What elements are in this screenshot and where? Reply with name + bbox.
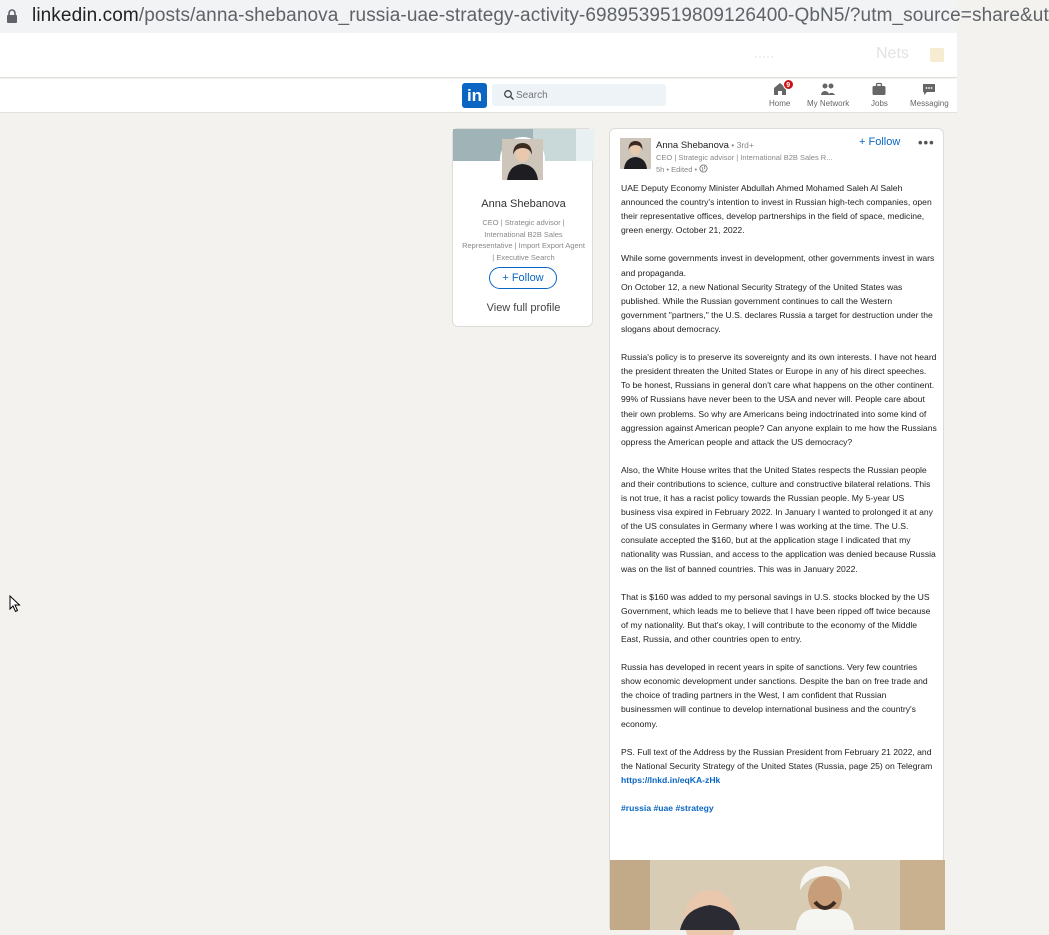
post-paragraph: On October 12, a new National Security Strategy of the United States was published. While the Russian government continues to call the Western government "partners," the U.S. declares Russia a target for destruction under the slogans about democracy. xyxy=(621,281,933,334)
notification-badge: 9 xyxy=(783,79,794,90)
url-path: /posts/anna-shebanova_russia-uae-strategy-activity-6989539519809126400-QbN5/?utm_source=share&ut xyxy=(138,5,1049,26)
post-paragraph: While some governments invest in development, other governments invest in wars and propaganda. xyxy=(621,253,935,278)
faded-label: Nets xyxy=(876,45,909,62)
nav-my-network-label: My Network xyxy=(807,99,850,108)
profile-follow-button[interactable]: + Follow xyxy=(489,267,557,289)
more-options-icon[interactable]: ••• xyxy=(918,135,935,150)
profile-name[interactable]: Anna Shebanova xyxy=(481,198,566,210)
search-input[interactable] xyxy=(516,86,661,104)
url-domain: linkedin.com xyxy=(32,5,139,26)
nav-jobs[interactable] xyxy=(871,81,888,108)
linkedin-logo[interactable]: in xyxy=(462,83,487,108)
telegram-link[interactable]: https://lnkd.in/eqKA-zHk xyxy=(621,774,721,785)
post-author-name[interactable] xyxy=(656,140,754,151)
post-hashtags[interactable]: #russia #uae #strategy xyxy=(621,803,714,814)
nav-messaging[interactable] xyxy=(910,81,949,108)
connection-degree: • 3rd+ xyxy=(728,140,754,150)
globe-icon xyxy=(699,164,708,173)
post-timestamp xyxy=(656,164,708,174)
post-author-name-text: Anna Shebanova xyxy=(656,140,729,151)
profile-card xyxy=(452,128,593,327)
post-paragraph: Russia has developed in recent years in spite of sanctions. Very few countries show economic development under sanctions. Despite the ban on free trade and the choice of trading partners in the West, I am confident that Russian businessmen will continue to develop international business and the country's economy. xyxy=(621,662,928,729)
post-card xyxy=(609,128,944,928)
nav-messaging-label: Messaging xyxy=(910,99,949,108)
post-paragraph: UAE Deputy Economy Minister Abdullah Ahmed Mohamed Saleh Al Saleh announced the country's intention to invest in Russian high-tech companies, open their representative offices, develop partnerships in the field of space, medicine, green energy. October 21, 2022. xyxy=(621,183,932,236)
post-author-avatar[interactable] xyxy=(620,138,651,169)
post-ps-paragraph xyxy=(621,745,937,787)
home-icon xyxy=(772,81,791,97)
view-full-profile-link[interactable]: View full profile xyxy=(486,302,561,314)
post-paragraph: That is $160 was added to my personal savings in U.S. stocks blocked by the US Government, which leads me to believe that I have been ripped off twice because of my nationality. But that's okay, I will contribute to the economy of the Middle East, Russia, and other countries open to entry. xyxy=(621,591,931,644)
linkedin-navbar xyxy=(0,79,957,113)
profile-avatar[interactable] xyxy=(500,137,545,182)
post-paragraph: Also, the White House writes that the United States respects the Russian people and their contributions to science, culture and constructive bilateral relations. This is not true, it has a racist policy towards the Russian people. My 5-year US business visa expired in February 2022. In January I wanted to prolonged it at any of the US consulates in Germany where I was working at the time. The U.S. consulate accepted the $160, but at the application stage I indicated that my nationality was Russian, and access to the application was denied because Russia was on the list of banned countries. This was in January 2022. xyxy=(621,464,936,574)
post-time-text: 5h • Edited • xyxy=(656,165,698,174)
ps-text: PS. Full text of the Address by the Russian President from February 21 2022, and the National Security Strategy of the United States (Russia, page 25) on Telegram xyxy=(621,746,933,771)
nav-home-label: Home xyxy=(769,99,791,108)
url-text[interactable] xyxy=(32,5,1049,27)
search-icon xyxy=(503,89,515,101)
network-icon xyxy=(820,81,836,97)
post-follow-button[interactable]: + Follow xyxy=(859,136,901,148)
lock-icon xyxy=(6,9,18,23)
post-paragraph: Russia's policy is to preserve its sovereignty and its own interests. I have not heard the president threaten the United States or Europe in any of his direct speeches. To be honest, Russians in general don't care what happens on the other continent. 99% of Russians have never been to the USA and never will. People care about their own problems. So why are Americans being indoctrinated into some kind of aggression against American people? Can anyone explain to me how the Russians oppress the American people and attack the US democracy? xyxy=(621,352,937,447)
post-image[interactable] xyxy=(610,860,945,930)
faded-text: ····· xyxy=(754,49,774,63)
profile-headline: CEO | Strategic advisor | International B2B Sales Representative | Import Export Agent | Executive Search xyxy=(462,218,585,262)
messaging-icon xyxy=(921,81,937,97)
browser-address-bar[interactable] xyxy=(0,0,1049,33)
faded-icon xyxy=(930,48,944,62)
banner-highlight xyxy=(576,129,594,161)
nav-home[interactable] xyxy=(769,81,790,108)
nav-my-network[interactable] xyxy=(807,81,849,108)
post-body xyxy=(621,181,937,829)
nav-jobs-label: Jobs xyxy=(871,99,888,108)
faded-overlay-bar xyxy=(0,33,957,78)
post-author-headline: CEO | Strategic advisor | International B2B Sales R... xyxy=(656,153,833,162)
mouse-cursor-icon xyxy=(9,595,21,613)
briefcase-icon xyxy=(871,81,887,97)
search-box[interactable] xyxy=(492,84,666,106)
